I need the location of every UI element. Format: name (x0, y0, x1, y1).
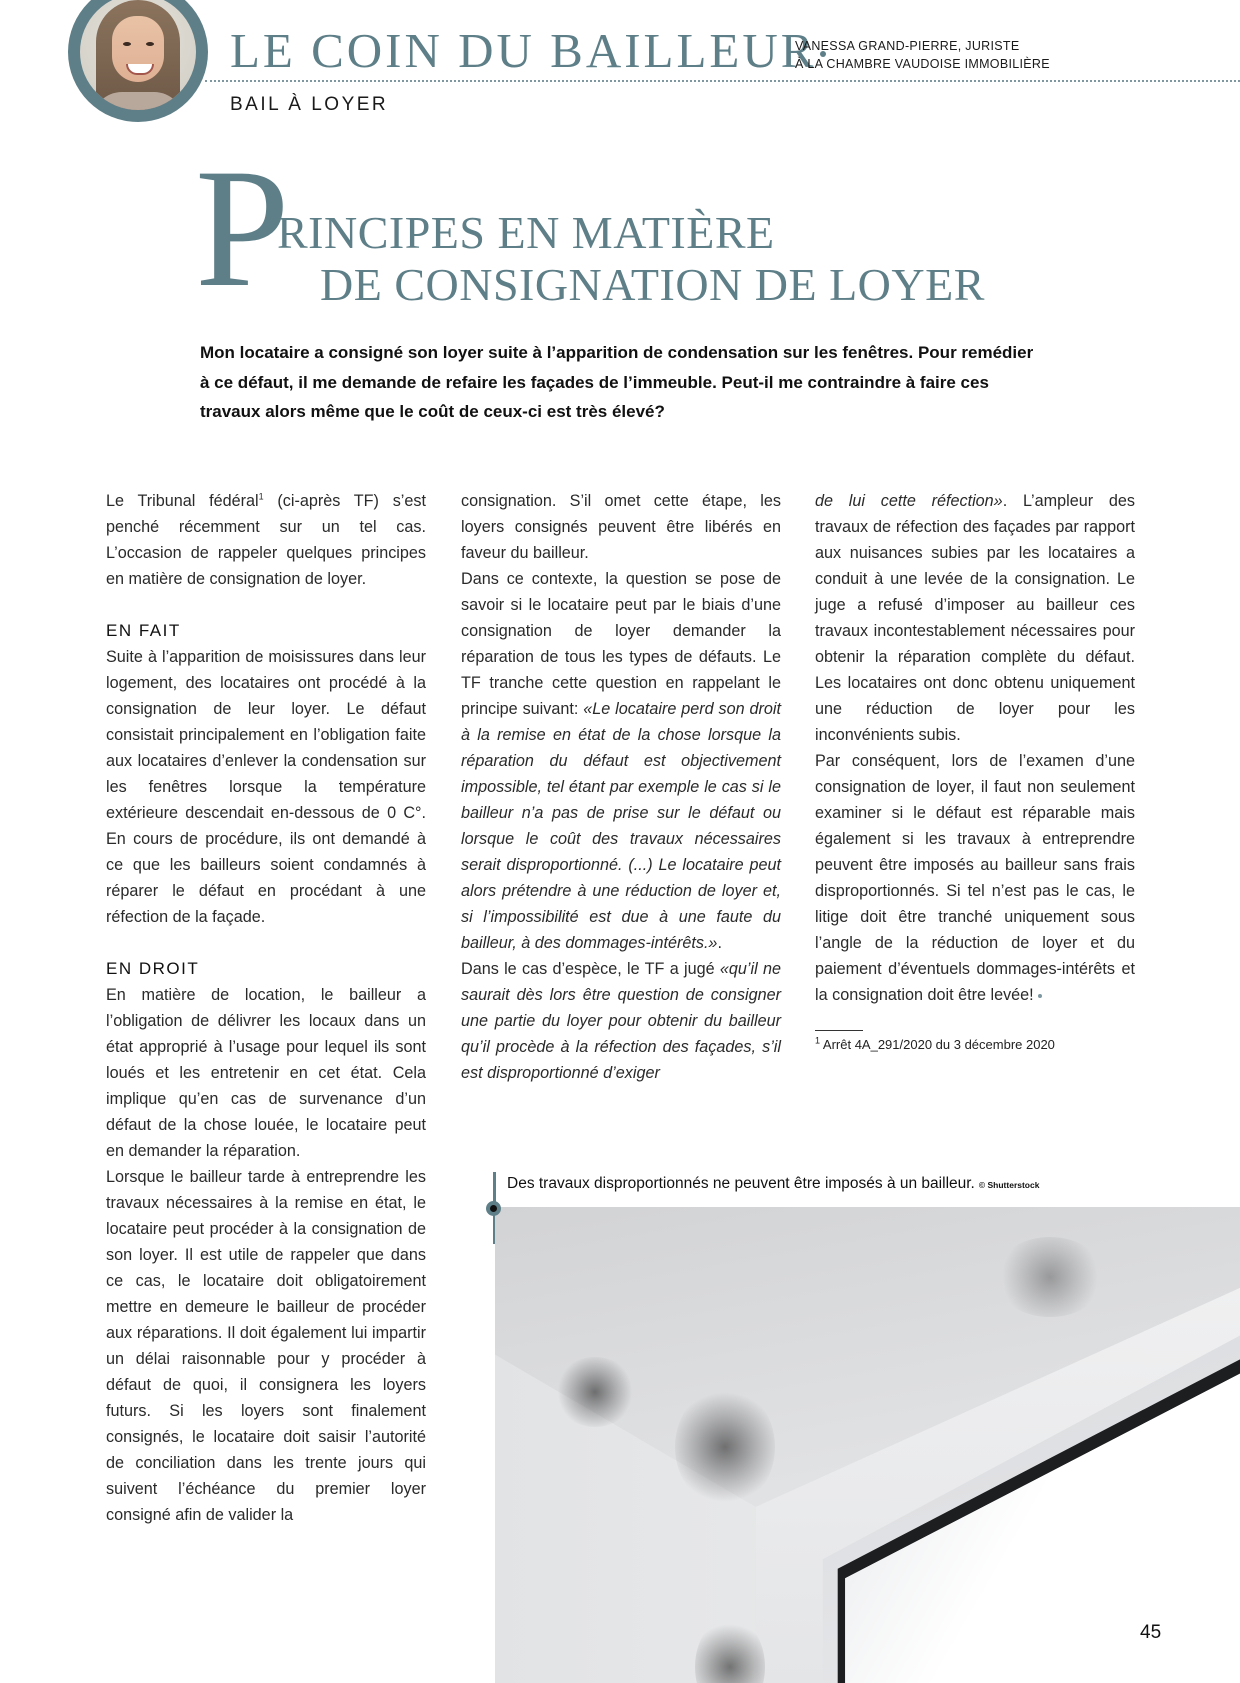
court-quote: «Le locataire perd son droit à la remise en état de la chose lorsque la réparation du défaut est objectivement impossible, tel étant par exemple le cas si le bailleur n’a pas de prise sur le défaut ou lorsque le coût des travaux nécessaires serait disproportionné. (...) Le locataire peut alors prétendre à une réduction de loyer et, si l’impossibilité est due à une faute du bailleur, à des dommages-intérêts.» (461, 700, 781, 952)
lead-question: Mon locataire a consigné son loyer suite à l’apparition de condensation sur les fenêtres. Pour remédier à ce défaut, il me demande de refaire les façades de l’immeuble. Peut-il me contraindre à faire ces travaux alors même que le coût de ceux-ci est très élevé? (200, 343, 1034, 421)
end-mark-icon (1038, 994, 1042, 998)
court-quote: de lui cette réfection» (815, 492, 1003, 510)
title-dropcap: P (195, 134, 290, 322)
intro-paragraph (106, 488, 426, 592)
mold-spot (675, 1387, 775, 1507)
caption-text: Des travaux disproportionnés ne peuvent être imposés à un bailleur. (507, 1175, 975, 1192)
heading-en-droit: EN DROIT (106, 959, 200, 978)
page-number: 45 (1140, 1622, 1162, 1643)
case-text: Dans le cas d’espèce, le TF a jugé (461, 960, 720, 978)
caption-marker-node-icon (486, 1201, 501, 1216)
dotted-divider (205, 80, 1240, 82)
author-affiliation: À LA CHAMBRE VAUDOISE IMMOBILIÈRE (795, 57, 1050, 71)
context-paragraph (461, 566, 781, 956)
author-photo (80, 0, 196, 110)
spacer (106, 930, 426, 956)
context-text: . (717, 934, 722, 952)
author-name: VANESSA GRAND-PIERRE, JURISTE (795, 39, 1020, 53)
body-column-2 (461, 488, 781, 1086)
facts-paragraph: Suite à l’apparition de moisissures dans leur logement, des locataires ont procédé à la consignation de leur loyer. Le défaut consistait principalement en l’obligation faite aux locataires d’enlever la condensation sur les fenêtres lorsque la température extérieure descendait en-dessous de 0 C°. En cours de procédure, ils ont demandé à ce que les bailleurs soient condamnés à réparer le défaut en procédant à une réfection de la façade. (106, 648, 426, 926)
body-column-1 (106, 488, 426, 1528)
intro-text: (ci-après TF) s’est penché récemment sur un tel cas. L’occasion de rappeler quelques principes en matière de consignation de loyer. (106, 492, 426, 588)
intro-text: Le Tribunal fédéral (106, 492, 259, 510)
mold-spot (555, 1357, 635, 1427)
conclusion-text: Par conséquent, lors de l’examen d’une consignation de loyer, il faut non seulement examiner si le défaut est réparable mais également si les travaux à entreprendre peuvent être imposés au bailleur sans frais disproportionnés. Si tel n’est pas le cas, le litige doit être tranché uniquement sous l’angle de la réduction de loyer et du paiement d’éventuels dommages-intérêts et la consignation doit être levée! (815, 752, 1135, 1004)
spacer (106, 592, 426, 618)
case-paragraph-continued (815, 488, 1135, 748)
column-kicker-text: LE COIN DU BAILLEUR (230, 23, 817, 78)
case-paragraph (461, 956, 781, 1086)
section-label: BAIL À LOYER (230, 94, 389, 115)
case-text: . L’ampleur des travaux de réfection des façades par rapport aux nuisances subies par les locataires a conduit à une levée de la consignation. Le juge a refusé d’imposer au bailleur ces travaux incontestablement nécessaires pour obtenir la réparation complète du défaut. Les locataires ont donc obtenu uniquement une réduction de loyer pour les inconvénients subis. (815, 492, 1135, 744)
footnote-text: Arrêt 4A_291/2020 du 3 décembre 2020 (820, 1037, 1055, 1052)
article-photo (495, 1207, 1240, 1683)
title-line-2: DE CONSIGNATION DE LOYER (320, 259, 985, 310)
author-byline (795, 37, 1050, 73)
heading-en-fait: EN FAIT (106, 621, 181, 640)
photo-caption (507, 1175, 1039, 1193)
title-line-1: RINCIPES EN MATIÈRE (277, 207, 775, 258)
context-text: Dans ce contexte, la question se pose de savoir si le locataire peut par le biais d’une consignation de loyer demander la réparation de tous les types de défauts. Le TF tranche cette question en rappelant le principe suivant: (461, 570, 781, 718)
mold-spot (995, 1237, 1105, 1317)
footnote (815, 1035, 1135, 1055)
court-quote: «qu’il ne saurait dès lors être question de consigner une partie du loyer pour obtenir du bailleur qu’il procède à la réfection des façades, s’il est disproportionné d’exiger (461, 960, 781, 1082)
conclusion-paragraph (815, 748, 1135, 1008)
author-photo-eye (123, 42, 131, 46)
column-kicker (230, 23, 826, 78)
footnote-rule (815, 1030, 863, 1031)
law-paragraph-2: Lorsque le bailleur tarde à entreprendre les travaux nécessaires à la remise en état, le locataire peut procéder à la consignation de son loyer. Il est utile de rappeler que dans ce cas, le locataire doit obligatoirement mettre en demeure le bailleur de procéder aux réparations. Il doit également lui impartir un délai raisonnable pour y procéder à défaut de quoi, il consignera les loyers futurs. Si les loyers sont finalement consignés, le locataire doit saisir l’autorité de conciliation dans les trente jours qui suivent l’échéance du premier loyer consigné afin de valider la (106, 1168, 426, 1524)
author-photo-eye (146, 42, 154, 46)
law-paragraph-2-continued: consignation. S’il omet cette étape, les loyers consignés peuvent être libérés en faveur du bailleur. (461, 492, 781, 562)
law-paragraph-1: En matière de location, le bailleur a l’obligation de délivrer les locaux dans un état approprié à l’usage pour lequel ils sont loués et les entretenir en cet état. Cela implique qu’en cas de survenance d’un défaut de la chose louée, le locataire peut en demander la réparation. (106, 986, 426, 1160)
body-column-3 (815, 488, 1135, 1055)
footnote-ref[interactable]: 1 (258, 491, 264, 502)
footnote-number: 1 (815, 1035, 821, 1046)
photo-credit: © Shutterstock (978, 1180, 1040, 1190)
